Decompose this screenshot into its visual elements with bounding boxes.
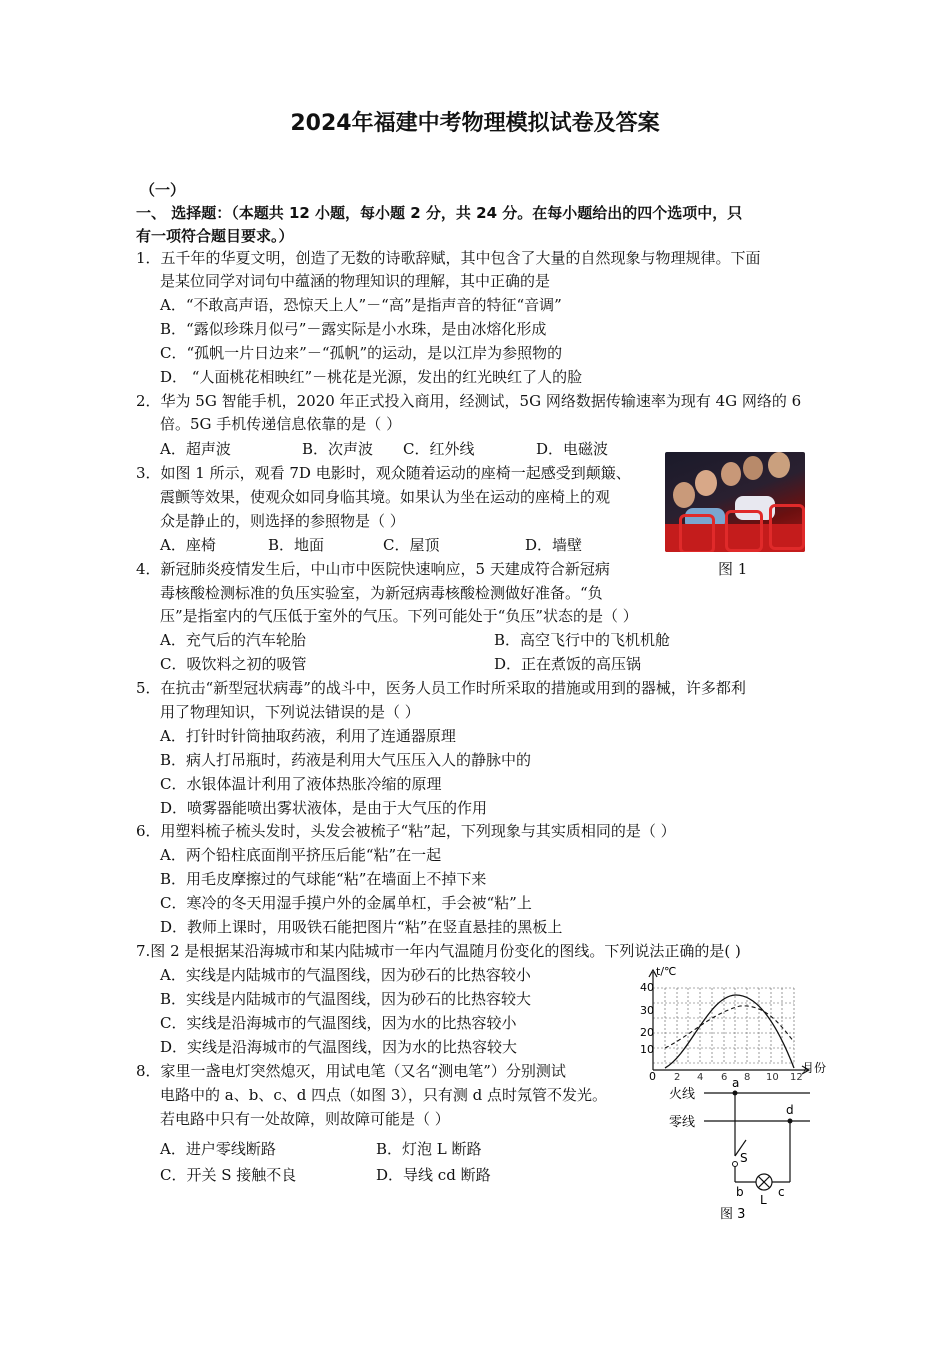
q2-stem: 倍。5G 手机传递信息依靠的是（ ） [160,415,402,433]
fig3-switch-label: S [740,1151,748,1165]
q2-stem: 2．华为 5G 智能手机，2020 年正式投入商用，经测试，5G 网络数据传输速率为现有 4G 网络的 6 [136,392,802,410]
fig2-origin: 0 [649,1070,656,1080]
fig2-x-tick: 6 [721,1072,728,1080]
fig2-x-tick: 8 [744,1072,751,1080]
q5-option-c: C．水银体温计利用了液体热胀冷缩的原理 [160,775,442,793]
q1-option-d: D． “人面桃花相映红”－桃花是光源，发出的红光映红了人的脸 [160,368,583,386]
section-heading-line2: 有一项符合题目要求。） [136,227,294,245]
q7-option-d: D．实线是沿海城市的气温图线，因为水的比热容较大 [160,1038,518,1056]
fig2-x-tick: 2 [674,1072,681,1080]
q7-option-a: A．实线是内陆城市的气温图线，因为砂石的比热容较小 [160,966,531,984]
q4-stem: 4．新冠肺炎疫情发生后，中山市中医院快速响应，5 天建成符合新冠病 [136,560,610,578]
q8-option-b: B．灯泡 L 断路 [376,1140,482,1158]
q8-option-c: C．开关 S 接触不良 [160,1166,297,1184]
q8-option-a: A．进户零线断路 [160,1140,276,1158]
q7-option-b: B．实线是内陆城市的气温图线，因为砂石的比热容较大 [160,990,532,1008]
fig2-x-axis-label: 月份 [802,1061,827,1075]
q3-option-c: C．屋顶 [383,536,440,554]
section-heading-line1: 一、 选择题：（本题共 12 小题，每小题 2 分，共 24 分。在每小题给出的四个选项中，只 [136,204,743,222]
q4-option-b: B．高空飞行中的飞机机舱 [494,631,671,649]
q6-option-c: C．寒冷的冬天用湿手摸户外的金属单杠，手会被“粘”上 [160,894,532,912]
fig2-y-tick: 30 [640,1004,654,1017]
q7-stem: 7.图 2 是根据某沿海城市和某内陆城市一年内气温随月份变化的图线。下列说法正确的是( ) [136,942,741,960]
q1-option-b: B．“露似珍珠月似弓”－露实际是小水珠，是由冰熔化形成 [160,320,547,338]
fig2-y-tick: 10 [640,1043,654,1056]
q3-option-b: B．地面 [268,536,325,554]
figure-3-caption: 图 3 [720,1207,746,1222]
q4-stem: 毒核酸检测标准的负压实验室，为新冠病毒核酸检测做好准备。“负 [160,584,603,602]
figure-2-temperature-graph [630,962,835,1080]
q5-option-d: D．喷雾器能喷出雾状液体，是由于大气压的作用 [160,799,488,817]
figure-1-caption: 图 1 [718,560,748,578]
q3-option-a: A．座椅 [160,536,216,554]
q1-option-a: A．“不敢高声语，恐惊天上人”－“高”是指声音的特征“音调” [160,296,562,314]
fig2-x-tick: 12 [790,1072,803,1080]
q8-stem: 8．家里一盏电灯突然熄灭，用试电笔（又名“测电笔”）分别测试 [136,1062,566,1080]
q1-stem: 1．五千年的华夏文明，创造了无数的诗歌辞赋，其中包含了大量的自然现象与物理规律。下面 [136,249,761,267]
q6-stem: 6．用塑料梳子梳头发时，头发会被梳子“粘”起，下列现象与其实质相同的是（ ） [136,822,676,840]
fig3-lamp-label: L [760,1193,767,1207]
fig2-x-tick: 4 [697,1072,704,1080]
part-label: （一） [140,181,186,199]
q4-stem: 压”是指室内的气压低于室外的气压。下列可能处于“负压”状态的是（ ） [160,607,638,625]
q5-option-a: A．打针时针筒抽取药液，利用了连通器原理 [160,727,456,745]
q3-stem: 众是静止的，则选择的参照物是（ ） [160,512,405,530]
page-title: 2024年福建中考物理模拟试卷及答案 [290,111,660,136]
q8-stem: 电路中的 a、b、c、d 四点（如图 3），只有测 d 点时氖管不发光。 [160,1086,608,1104]
q5-stem: 用了物理知识，下列说法错误的是（ ） [160,703,420,721]
q2-option-b: B．次声波 [302,440,374,458]
q8-option-d: D．导线 cd 断路 [376,1166,491,1184]
q5-stem: 5．在抗击“新型冠状病毒”的战斗中，医务人员工作时所采取的措施或用到的器械，许多都利 [136,679,746,697]
q7-option-c: C．实线是沿海城市的气温图线，因为水的比热容较小 [160,1014,517,1032]
q3-stem: 震颤等效果，使观众如同身临其境。如果认为坐在运动的座椅上的观 [160,488,611,506]
q2-option-c: C．红外线 [403,440,475,458]
q5-option-b: B．病人打吊瓶时，药液是利用大气压压入人的静脉中的 [160,751,532,769]
fig3-live-wire-label: 火线 [669,1087,696,1102]
q8-stem: 若电路中只有一处故障，则故障可能是（ ） [160,1110,450,1128]
fig2-y-tick: 40 [640,981,654,994]
fig3-point-d: d [786,1103,794,1117]
q6-option-a: A．两个铅柱底面削平挤压后能“粘”在一起 [160,846,442,864]
fig2-x-tick: 10 [766,1072,779,1080]
q1-stem: 是某位同学对词句中蕴涵的物理知识的理解，其中正确的是 [160,272,551,290]
q6-option-d: D．教师上课时，用吸铁石能把图片“粘”在竖直悬挂的黑板上 [160,918,563,936]
q6-option-b: B．用毛皮摩擦过的气球能“粘”在墙面上不掉下来 [160,870,487,888]
figure-1-cinema-photo [665,452,805,552]
q2-option-d: D．电磁波 [536,440,609,458]
fig3-neutral-wire-label: 零线 [669,1115,696,1130]
figure-3-circuit-diagram [660,1076,820,1226]
q4-option-a: A．充气后的汽车轮胎 [160,631,306,649]
q1-option-c: C．“孤帆一片日边来”－“孤帆”的运动，是以江岸为参照物的 [160,344,563,362]
q3-option-d: D．墙壁 [525,536,583,554]
q4-option-d: D．正在煮饭的高压锅 [494,655,642,673]
q2-option-a: A．超声波 [160,440,231,458]
fig3-point-a: a [732,1076,740,1090]
fig2-y-axis-label: t/℃ [656,965,677,978]
q4-option-c: C．吸饮料之初的吸管 [160,655,307,673]
fig3-point-b: b [736,1185,744,1199]
fig2-y-tick: 20 [640,1026,654,1039]
fig3-point-c: c [778,1185,785,1199]
q3-stem: 3．如图 1 所示，观看 7D 电影时，观众随着运动的座椅一起感受到颠簸、 [136,464,631,482]
